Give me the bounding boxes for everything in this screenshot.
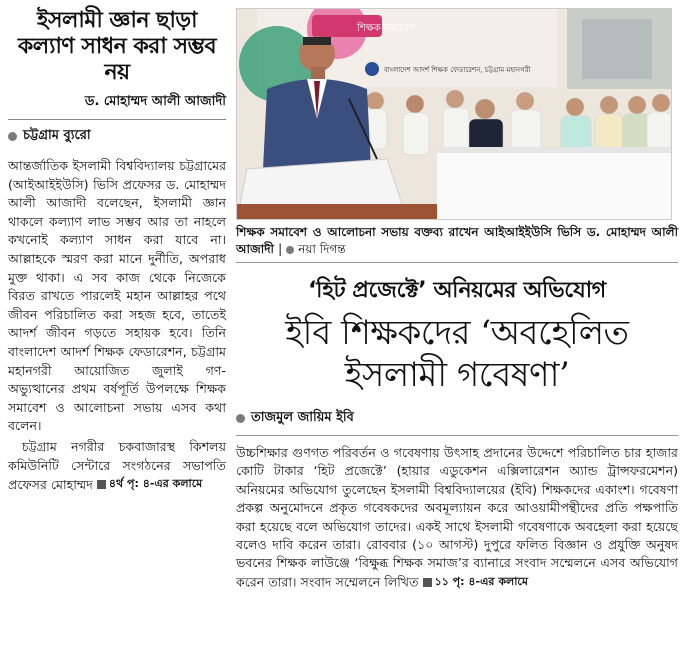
left-paragraph-1: আন্তর্জাতিক ইসলামী বিশ্ববিদ্যালয় চট্টগ্রামের (আইআইইউসি) ভিসি প্রফেসর ড. মোহাম্মদ আলী আজাদী বলেছেন, ইসলামী জ্ঞান থাকলে কল্যাণ লাভ সম্ভব আর তা নাহলে কখনোই কল্যাণ সাধন করা যাবে না। আল্লাহকে স্মরণ করা মানে দুর্নীতি, অপরাধ মুক্ত থাকা। এ সব কাজ থেকে নিজেকে বিরত রাখতে পারলেই মহান আল্লাহর পথে জীবন পরিচালিত করা সহজ হবে, তাতেই আদর্শ জীবন গড়তে সহায়ক হবে। তিনি বাংলাদেশ আদর্শ শিক্ষক ফেডারেশন, চট্টগ্রাম মহানগরী আয়োজিত জুলাই গণ-অভ্যুত্থানের প্রথম বর্ষপূর্তি উপলক্ষে শিক্ষক সমাবেশ ও আলোচনা সভায় এসব কথা বলেন। [8,158,226,434]
right-body-text: উচ্চশিক্ষার গুণগত পরিবর্তন ও গবেষণায় উৎসাহ প্রদানের উদ্দেশে পরিচালিত চার হাজার কোটি টাকার ‘হিট প্রজেক্টে’ (হায়ার এডুকেশন এক্সিলারেশন অ্যান্ড ট্রান্সফরমেশন) অনিয়মের অভিযোগ তুলেছেন ইসলামী বিশ্ববিদ্যালয়ের (ইবি) শিক্ষকদের একাংশ। গবেষণা প্রকল্প অনুমোদনে প্রকৃত গবেষকদের অবমূল্যায়ন করে আওয়ামীপন্থীদের প্রতি পক্ষপাতি করা হয়েছে বলে অভিযোগ তাদের। একই সাথে ইসলামী গবেষণাকে অবহেলা করা হয়েছে বলেও দাবি করেন তারা। রোববার (১০ আগস্ট) দুপুরে ফলিত বিজ্ঞান ও প্রযুক্তি অনুষদ ভবনের শিক্ষক লাউঞ্জে ‘বিক্ষুব্ধ শিক্ষক সমাজ’র ব্যানারে সংবাদ সম্মেলনে এসব অভিযোগ করেন তারা। সংবাদ সম্মেলনে লিখিত [236,445,678,590]
right-jump-link[interactable] [423,573,528,591]
reporter-line [236,408,678,436]
event-photo [236,8,672,220]
banner-title: শিক্ষক সমাবেশ [357,23,415,34]
left-jump-text: ৪র্থ পৃ: ৪-এর কলামে [108,477,203,491]
banner-org: বাংলাদেশ আদর্শ শিক্ষক ফেডারেশন, চট্টগ্রাম মহানগরী [384,66,531,74]
reporter-name: তাজমুল জায়িম ইবি [251,410,354,425]
left-body [8,157,226,494]
event-photo-illustration [237,9,671,219]
bureau-line [8,126,226,147]
right-body [236,444,678,592]
left-paragraph-2: চট্টগ্রাম নগরীর চকবাজারস্থ কিশলয় কমিউনিটি সেন্টারে সংগঠনের সভাপতি প্রফেসর মোহাম্মদ [8,438,226,492]
right-headline: ইবি শিক্ষকদের ‘অবহেলিত ইসলামী গবেষণা’ [285,313,629,395]
square-icon [97,480,106,489]
right-article [236,8,678,640]
bullet-icon [8,132,17,141]
bureau-label: চট্টগ্রাম ব্যুরো [23,128,91,143]
divider [8,119,226,120]
photo-caption [236,224,678,263]
left-author: ড. মোহাম্মদ আলী আজাদী [84,94,226,109]
credit-text: নয়া দিগন্ত [298,242,346,256]
left-jump-link[interactable] [97,475,202,494]
left-headline: ইসলামী জ্ঞান ছাড়া কল্যাণ সাধন করা সম্ভব নয় [17,8,217,85]
bullet-icon [236,414,245,423]
bullet-icon [286,246,294,254]
caption-text: শিক্ষক সমাবেশ ও আলোচনা সভায় বক্তব্য রাখেন আইআইইউসি ভিসি ড. মোহাম্মদ আলী আজাদী [236,225,678,256]
square-icon [423,578,432,587]
right-kicker: ‘হিট প্রজেক্টে’ অনিয়মের অভিযোগ [308,278,606,303]
caption-credit: | নয়া দিগন্ত [278,242,346,256]
right-jump-text: ১১ পৃ: ৪-এর কলামে [434,574,528,588]
left-article [8,8,226,640]
